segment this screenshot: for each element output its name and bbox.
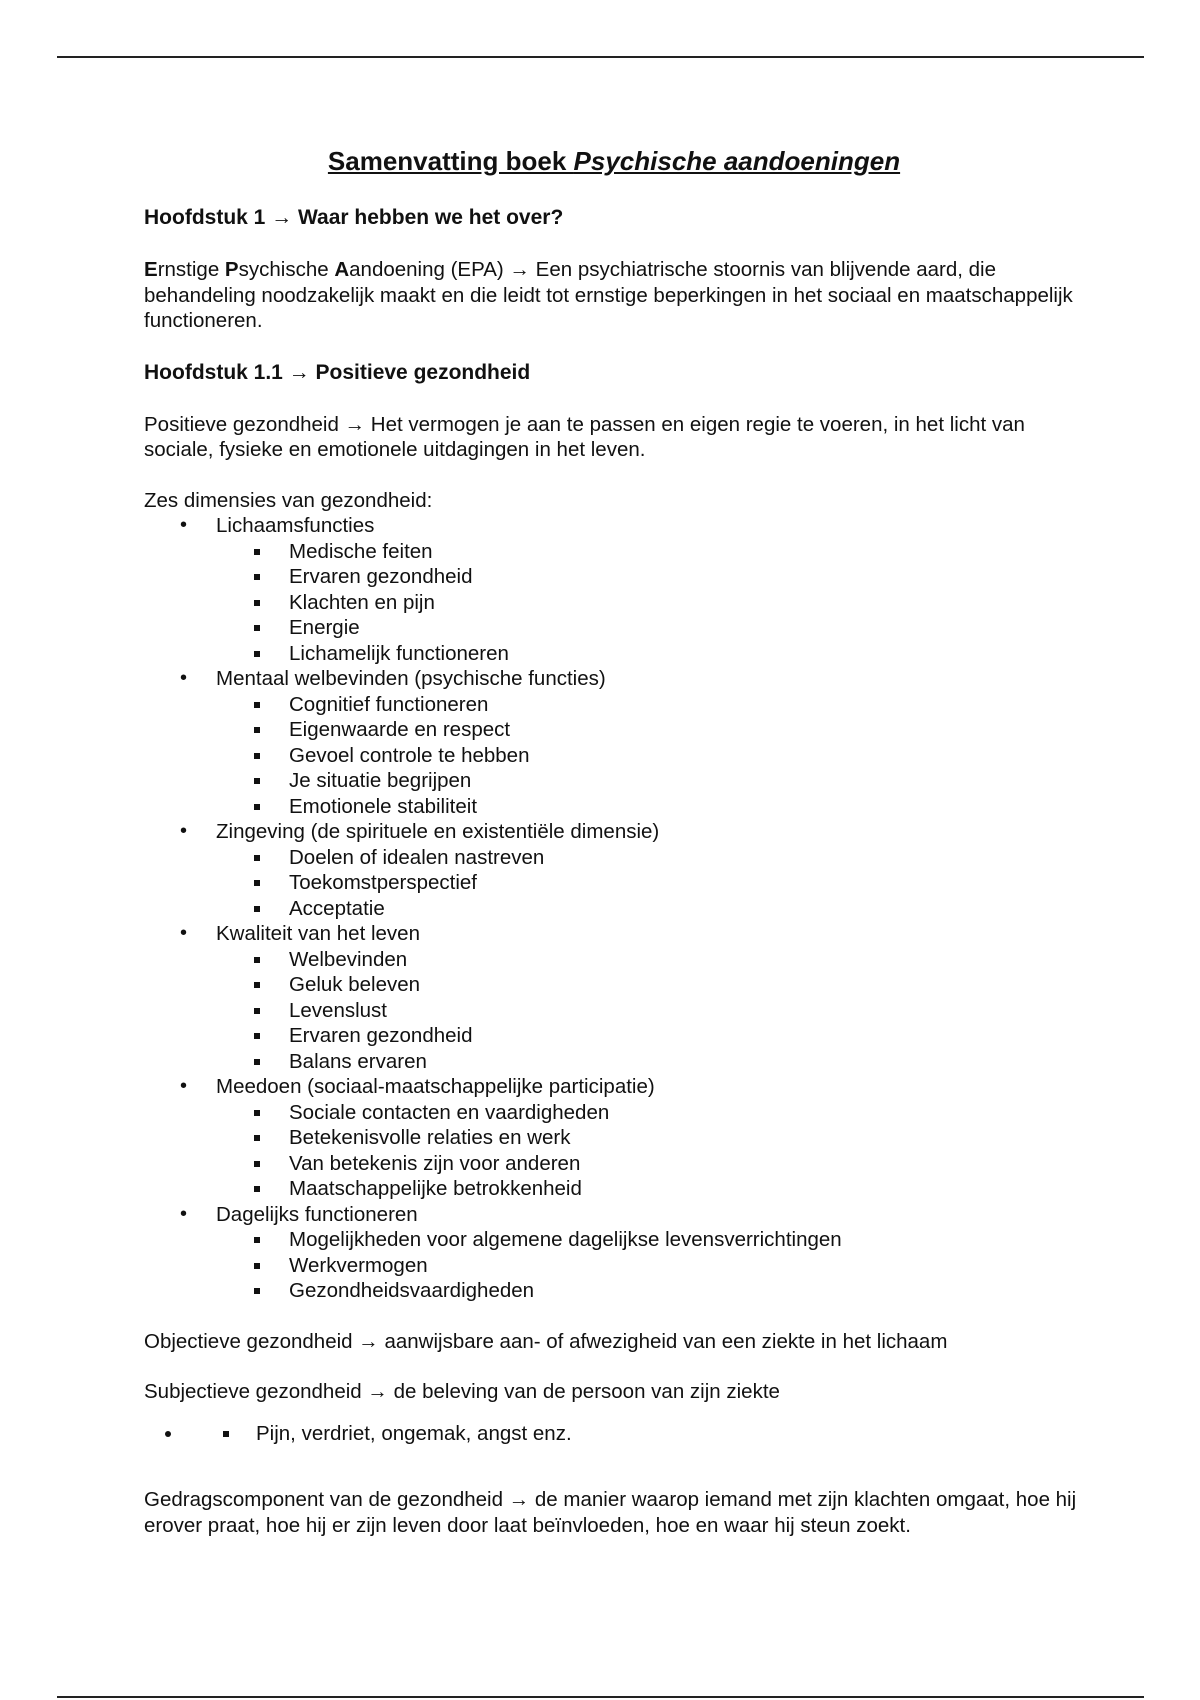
header-rule xyxy=(57,56,1144,58)
dimensions-intro: Zes dimensies van gezondheid: xyxy=(144,488,433,512)
dimension-subitem: Toekomstperspectief xyxy=(144,870,1084,896)
dimension-label: • Zingeving (de spirituele en existentiële dimensie) xyxy=(216,820,659,843)
dimension-subitem: Klachten en pijn xyxy=(144,590,1084,616)
subjective-list xyxy=(144,1421,1084,1447)
dimension-subitems xyxy=(216,539,1084,667)
dimension-subitem: Balans ervaren xyxy=(144,1049,1084,1075)
dimension-label: • Kwaliteit van het leven xyxy=(216,922,420,945)
dimension-subitem: Levenslust xyxy=(144,998,1084,1024)
dimension-subitem: Acceptatie xyxy=(144,896,1084,922)
dimension-item xyxy=(144,819,1084,921)
dimension-subitem: Eigenwaarde en respect xyxy=(144,717,1084,743)
positive-health-definition: Positieve gezondheid → Het vermogen je aan te passen en eigen regie te voeren, in het licht van sociale, fysieke en emotionele uitdagingen in het leven. xyxy=(144,412,1025,461)
dimension-subitem: Gevoel controle te hebben xyxy=(144,743,1084,769)
heading-chapter-1-1: Hoofdstuk 1.1 → Positieve gezondheid xyxy=(144,360,531,384)
heading-chapter-1: Hoofdstuk 1 → Waar hebben we het over? xyxy=(144,206,564,229)
dimension-subitem: Emotionele stabiliteit xyxy=(144,794,1084,820)
dimension-subitem: Mogelijkheden voor algemene dagelijkse levensverrichtingen xyxy=(144,1227,1084,1253)
document-page xyxy=(144,140,1084,1538)
subjective-health-definition: Subjectieve gezondheid → de beleving van de persoon van zijn ziekte xyxy=(144,1380,780,1403)
dimension-subitems xyxy=(216,692,1084,820)
dimension-label: • Meedoen (sociaal-maatschappelijke participatie) xyxy=(216,1075,655,1098)
dimension-subitem: Je situatie begrijpen xyxy=(144,768,1084,794)
dimension-subitem: Energie xyxy=(144,615,1084,641)
dimension-item xyxy=(144,666,1084,819)
dimension-subitems xyxy=(216,1100,1084,1202)
document-title: Samenvatting boek Psychische aandoeningen xyxy=(327,146,901,176)
subjective-item: • Pijn, verdriet, ongemak, angst enz. xyxy=(184,1421,1084,1447)
title-italic: Psychische aandoeningen xyxy=(573,146,901,176)
dimension-subitem: Welbevinden xyxy=(144,947,1084,973)
dimension-item xyxy=(144,1202,1084,1304)
dimension-subitem: Van betekenis zijn voor anderen xyxy=(144,1151,1084,1177)
dimension-subitem: Ervaren gezondheid xyxy=(144,1023,1084,1049)
dimension-subitems xyxy=(216,1227,1084,1304)
behavior-component-definition: Gedragscomponent van de gezondheid → de manier waarop iemand met zijn klachten omgaat, hoe hij erover praat, hoe hij er zijn leven door laat beïnvloeden, hoe en waar hij steun zoekt. xyxy=(144,1488,1077,1537)
dimension-subitem: Cognitief functioneren xyxy=(144,692,1084,718)
dimension-subitem: Maatschappelijke betrokkenheid xyxy=(144,1176,1084,1202)
dimension-item xyxy=(144,513,1084,666)
dimension-subitems xyxy=(216,947,1084,1075)
dimension-subitem: Betekenisvolle relaties en werk xyxy=(144,1125,1084,1151)
dimension-subitem: Werkvermogen xyxy=(144,1253,1084,1279)
dimension-subitem: Ervaren gezondheid xyxy=(144,564,1084,590)
dimensions-list xyxy=(144,513,1084,1304)
dimension-subitem: Geluk beleven xyxy=(144,972,1084,998)
footer-rule xyxy=(57,1696,1144,1698)
dimension-subitems xyxy=(216,845,1084,922)
dimension-item xyxy=(144,921,1084,1074)
dimension-subitem: Medische feiten xyxy=(144,539,1084,565)
dimension-subitem: Gezondheidsvaardigheden xyxy=(144,1278,1084,1304)
dimension-label: • Dagelijks functioneren xyxy=(216,1203,418,1226)
dimension-item xyxy=(144,1074,1084,1202)
dimension-subitem: Sociale contacten en vaardigheden xyxy=(144,1100,1084,1126)
epa-definition: Ernstige Psychische Aandoening (EPA) → Een psychiatrische stoornis van blijvende aard, die behandeling noodzakelijk maakt en die leidt tot ernstige beperkingen in het sociaal en maatschappelijk functioneren. xyxy=(144,258,1073,332)
dimension-subitem: Lichamelijk functioneren xyxy=(144,641,1084,667)
objective-health-definition: Objectieve gezondheid → aanwijsbare aan- of afwezigheid van een ziekte in het lichaam xyxy=(144,1329,948,1353)
dimension-subitem: Doelen of idealen nastreven xyxy=(144,845,1084,871)
dimension-label: • Lichaamsfuncties xyxy=(216,514,374,537)
dimension-label: • Mentaal welbevinden (psychische functies) xyxy=(216,667,606,690)
